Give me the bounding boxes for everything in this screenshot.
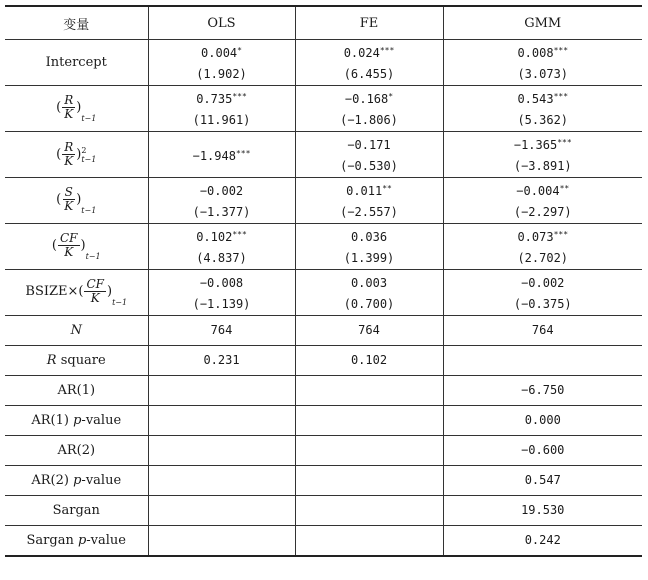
cell-bsize-cf-over-k-fe — [295, 270, 443, 316]
label-ar1-p-value — [5, 406, 148, 436]
coef-intercept-gmm: 0.008 — [517, 46, 554, 60]
cell-r-over-k-ols — [148, 86, 295, 132]
value-suffix: -value — [86, 532, 126, 548]
cell-cf-over-k-gmm — [443, 224, 642, 270]
p-variable: p — [73, 413, 82, 428]
cell-ar2-p-ols — [148, 466, 295, 496]
t-s-over-k-fe: (−2.557) — [340, 205, 398, 219]
fraction-numerator: R — [64, 140, 74, 154]
stars-r-over-k-squared-ols: *** — [235, 148, 251, 158]
label-r-over-k: ( $\frac{R}{K}$ )$_{t-1}$ — [5, 86, 148, 132]
cell-ar1-p-ols — [148, 406, 295, 436]
label-intercept: Intercept — [5, 40, 148, 86]
cell-r-over-k-fe — [295, 86, 443, 132]
bsize-prefix: BSIZE× — [25, 284, 79, 299]
fraction-numerator: R — [64, 93, 74, 107]
fraction-numerator: CF — [86, 277, 104, 291]
coef-bsize-cf-over-k-gmm: −0.002 — [521, 276, 565, 290]
cell-sargan-ols — [148, 496, 295, 526]
cell-sargan-fe — [295, 496, 443, 526]
cell-ar1-p-fe — [295, 406, 443, 436]
stars-r-over-k-squared-gmm: *** — [557, 138, 572, 147]
value-suffix: -value — [81, 473, 122, 488]
label-ar1: AR(1) — [5, 376, 148, 406]
cell-ar1-gmm: −6.750 — [443, 376, 642, 406]
t-r-over-k-fe: (−1.806) — [340, 113, 398, 127]
cell-cf-over-k-ols — [148, 224, 295, 270]
label-n: N — [5, 316, 148, 346]
cell-n-ols: 764 — [148, 316, 295, 346]
cell-s-over-k-gmm — [443, 178, 642, 224]
t-r-over-k-squared-fe: (−0.530) — [340, 159, 398, 173]
cell-r-square-ols: 0.231 — [148, 346, 295, 376]
cell-n-gmm: 764 — [443, 316, 642, 346]
cell-ar2-gmm: −0.600 — [443, 436, 642, 466]
lag-subscript: t−1 — [85, 252, 101, 261]
coef-r-over-k-ols: 0.735 — [196, 92, 233, 106]
fraction-cf-k — [84, 278, 106, 305]
coef-bsize-cf-over-k-ols: −0.008 — [199, 276, 244, 290]
t-intercept-gmm: (3.073) — [517, 67, 569, 81]
fraction-s-k — [62, 186, 75, 213]
stars-cf-over-k-gmm: *** — [553, 230, 569, 239]
square-lag-script — [81, 146, 96, 164]
cell-intercept-ols — [148, 40, 295, 86]
cell-ar2-p-gmm: 0.547 — [443, 466, 642, 496]
stars-intercept-ols: * — [237, 46, 242, 55]
lag-subscript: t−1 — [81, 114, 97, 123]
fraction-numerator: S — [64, 185, 73, 199]
header-variable: 变量 — [5, 6, 148, 40]
row-sargan — [5, 496, 642, 526]
stars-cf-over-k-ols: *** — [232, 230, 247, 239]
fraction-cf-k — [58, 232, 80, 259]
row-ar1-p-value — [5, 406, 642, 436]
label-sargan: Sargan — [5, 496, 148, 526]
row-n — [5, 316, 642, 346]
fraction-denominator: K — [64, 154, 74, 168]
label-ar2: AR(2) — [5, 436, 148, 466]
ar2-prefix: AR(2) — [31, 473, 74, 488]
stars-s-over-k-fe: ** — [382, 184, 392, 193]
fraction-denominator: K — [64, 199, 74, 213]
stars-r-over-k-ols: *** — [232, 92, 247, 101]
fraction-denominator: K — [90, 291, 100, 305]
cell-ar1-ols — [148, 376, 295, 406]
coef-r-over-k-gmm: 0.543 — [517, 92, 554, 106]
stars-r-over-k-fe: * — [388, 92, 394, 101]
cell-r-over-k-squared-fe — [295, 132, 443, 178]
r-variable: R — [46, 353, 57, 368]
cell-r-over-k-squared-ols — [148, 132, 295, 178]
cell-intercept-gmm — [443, 40, 642, 86]
stars-intercept-gmm: *** — [553, 46, 569, 55]
square-text: square — [56, 353, 106, 368]
regression-results-table-container — [5, 5, 642, 557]
label-r-square — [5, 346, 148, 376]
lag-subscript: t−1 — [81, 154, 97, 164]
label-cf-over-k: ( $\frac{CF}{K}$ )$_{t-1}$ — [5, 224, 148, 270]
cell-sargan-gmm: 19.530 — [443, 496, 642, 526]
coef-cf-over-k-ols: 0.102 — [196, 230, 233, 244]
p-variable: p — [73, 473, 82, 488]
square-superscript: 2 — [81, 145, 87, 155]
cell-ar1-p-gmm: 0.000 — [443, 406, 642, 436]
coef-intercept-ols: 0.004 — [201, 46, 238, 60]
row-ar1 — [5, 376, 642, 406]
coef-r-over-k-squared-fe: −0.171 — [347, 138, 391, 152]
coef-r-over-k-squared-ols: −1.948 — [192, 148, 236, 163]
coef-s-over-k-fe: 0.011 — [346, 184, 383, 198]
cell-cf-over-k-fe — [295, 224, 443, 270]
label-s-over-k: ( $\frac{S}{K}$ )$_{t-1}$ — [5, 178, 148, 224]
t-s-over-k-ols: (−1.377) — [192, 205, 251, 219]
cell-r-over-k-gmm — [443, 86, 642, 132]
fraction-r-k-squared — [62, 141, 75, 168]
cell-ar2-p-fe — [295, 466, 443, 496]
coef-r-over-k-fe: −0.168 — [344, 92, 389, 106]
cell-sargan-p-fe — [295, 526, 443, 556]
t-cf-over-k-ols: (4.837) — [196, 251, 247, 265]
value-suffix: -value — [81, 413, 122, 428]
t-s-over-k-gmm: (−2.297) — [513, 205, 572, 219]
cell-r-square-fe: 0.102 — [295, 346, 443, 376]
fraction-denominator: K — [64, 107, 74, 121]
fraction-numerator: CF — [59, 231, 78, 245]
t-cf-over-k-gmm: (2.702) — [517, 251, 569, 265]
cell-s-over-k-fe — [295, 178, 443, 224]
header-row — [5, 6, 642, 40]
p-variable: p — [77, 532, 87, 548]
stars-s-over-k-gmm: ** — [559, 184, 570, 193]
cell-r-over-k-squared-gmm — [443, 132, 642, 178]
cell-n-fe: 764 — [295, 316, 443, 346]
t-r-over-k-gmm: (5.362) — [517, 113, 569, 127]
coef-s-over-k-ols: −0.002 — [199, 184, 244, 198]
label-ar2-p-value — [5, 466, 148, 496]
cell-ar2-ols — [148, 436, 295, 466]
coef-r-over-k-squared-gmm: −1.365 — [513, 138, 558, 152]
stars-intercept-fe: *** — [379, 46, 395, 55]
cell-s-over-k-ols — [148, 178, 295, 224]
regression-results-table — [5, 5, 642, 557]
t-bsize-cf-over-k-fe: (0.700) — [343, 297, 395, 311]
label-r-over-k-squared: ( $\frac{R}{K}$ ) 2 t−1 — [5, 132, 148, 178]
row-intercept — [5, 40, 642, 86]
coef-cf-over-k-gmm: 0.073 — [517, 230, 554, 244]
cell-ar2-fe — [295, 436, 443, 466]
row-ar2-p-value — [5, 466, 642, 496]
sargan-prefix: Sargan — [26, 532, 78, 548]
cell-r-square-gmm — [443, 346, 642, 376]
t-r-over-k-ols: (11.961) — [192, 113, 251, 127]
row-bsize-cf-over-k — [5, 270, 642, 316]
coef-bsize-cf-over-k-fe: 0.003 — [350, 276, 388, 290]
coef-intercept-fe: 0.024 — [343, 46, 380, 60]
row-r-over-k-squared — [5, 132, 642, 178]
header-fe: FE — [295, 6, 443, 40]
stars-r-over-k-gmm: *** — [553, 92, 569, 101]
row-r-over-k — [5, 86, 642, 132]
coef-s-over-k-gmm: −0.004 — [516, 184, 560, 198]
cell-sargan-p-ols — [148, 526, 295, 556]
lag-subscript: t−1 — [112, 298, 128, 307]
ar1-prefix: AR(1) — [31, 413, 74, 428]
t-intercept-fe: (6.455) — [343, 67, 395, 81]
header-ols: OLS — [148, 6, 295, 40]
header-gmm: GMM — [443, 6, 642, 40]
row-r-square — [5, 346, 642, 376]
t-r-over-k-squared-gmm: (−3.891) — [513, 159, 572, 173]
label-bsize-cf-over-k: BSIZE×( $\frac{CF}{K}$ )$_{t-1}$ — [5, 270, 148, 316]
cell-bsize-cf-over-k-ols — [148, 270, 295, 316]
lag-subscript: t−1 — [81, 206, 97, 215]
cell-sargan-p-gmm: 0.242 — [443, 526, 642, 556]
row-s-over-k — [5, 178, 642, 224]
row-cf-over-k — [5, 224, 642, 270]
cell-ar1-fe — [295, 376, 443, 406]
fraction-r-k — [62, 94, 75, 121]
t-cf-over-k-fe: (1.399) — [343, 251, 395, 265]
row-sargan-p-value — [5, 526, 642, 556]
cell-intercept-fe — [295, 40, 443, 86]
cell-bsize-cf-over-k-gmm — [443, 270, 642, 316]
t-bsize-cf-over-k-gmm: (−0.375) — [513, 297, 572, 311]
coef-cf-over-k-fe: 0.036 — [350, 230, 388, 244]
t-intercept-ols: (1.902) — [196, 67, 247, 81]
t-bsize-cf-over-k-ols: (−1.139) — [192, 297, 251, 311]
label-sargan-p-value — [5, 526, 148, 556]
fraction-denominator: K — [64, 245, 74, 259]
row-ar2 — [5, 436, 642, 466]
